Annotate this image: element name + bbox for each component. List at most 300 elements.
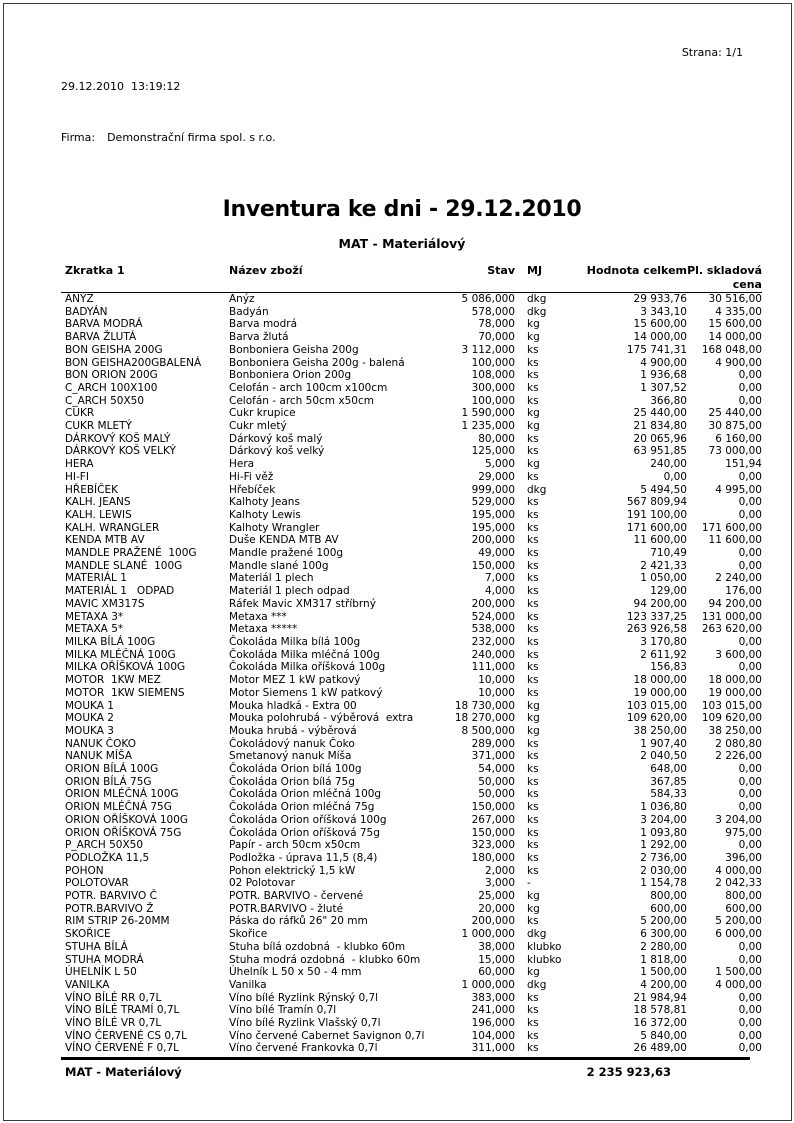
item-unit: ks [527, 826, 539, 839]
item-code: POLOTOVAR [65, 877, 129, 890]
item-price: 0,00 [738, 661, 762, 674]
item-name: Ráfek Mavic XM317 stříbrný [229, 597, 376, 610]
item-total: 366,80 [650, 394, 687, 407]
report-title: Inventura ke dni - 29.12.2010 [222, 197, 582, 222]
item-name: Bonboniera Geisha 200g [229, 343, 359, 356]
item-qty: 200,000 [471, 534, 515, 547]
item-price: 2 226,00 [715, 750, 762, 763]
item-unit: ks [527, 788, 539, 801]
item-qty: 18 730,000 [454, 699, 515, 712]
item-name: Skořice [229, 928, 268, 941]
item-code: DÁRKOVÝ KOŠ VELKÝ [65, 445, 176, 458]
item-qty: 371,000 [471, 750, 515, 763]
item-total: 584,33 [650, 788, 687, 801]
item-name: Papír - arch 50cm x50cm [229, 839, 361, 852]
item-unit: ks [527, 686, 539, 699]
item-name: POTR.BARVIVO - žluté [229, 902, 344, 915]
header-code: Zkratka 1 [65, 264, 125, 277]
table-row [61, 445, 762, 458]
item-price: 168 048,00 [701, 343, 762, 356]
item-unit: ks [527, 445, 539, 458]
table-row [61, 382, 762, 395]
item-qty: 49,000 [478, 547, 515, 560]
item-unit: ks [527, 648, 539, 661]
item-price: 2 240,00 [715, 572, 762, 585]
item-price: 0,00 [738, 381, 762, 394]
item-name: Mouka polohrubá - výběrová extra [229, 712, 414, 725]
item-qty: 196,000 [471, 1017, 515, 1030]
item-code: POTR. BARVIVO Č [65, 890, 157, 903]
item-price: 4 000,00 [715, 978, 762, 991]
item-unit: ks [527, 674, 539, 687]
item-total: 26 489,00 [633, 1042, 687, 1055]
item-qty: 104,000 [471, 1029, 515, 1042]
item-qty: 200,000 [471, 597, 515, 610]
item-qty: 195,000 [471, 508, 515, 521]
item-qty: 125,000 [471, 445, 515, 458]
table-header [61, 264, 762, 293]
item-price: 0,00 [738, 1004, 762, 1017]
item-price: 0,00 [738, 788, 762, 801]
item-name: Anýz [229, 293, 255, 305]
table-row [61, 890, 762, 903]
item-total: 4 200,00 [640, 978, 687, 991]
group-total-row [61, 1057, 750, 1079]
item-name: Čokoláda Orion bílá 75g [229, 775, 355, 788]
item-price: 0,00 [738, 394, 762, 407]
item-name: Celofán - arch 50cm x50cm [229, 394, 374, 407]
item-code: HI-FI [65, 470, 89, 483]
item-qty: 20,000 [478, 902, 515, 915]
item-total: 109 620,00 [626, 712, 687, 725]
table-row [61, 369, 762, 382]
item-total: 5 840,00 [640, 1029, 687, 1042]
item-qty: 323,000 [471, 839, 515, 852]
item-name: Hřebíček [229, 483, 276, 496]
item-name: Páska do ráfků 26" 20 mm [229, 915, 368, 928]
item-qty: 5 086,000 [461, 293, 515, 305]
table-row [61, 966, 762, 979]
item-code: MAVIC XM317S [65, 597, 145, 610]
item-price: 2 042,33 [715, 877, 762, 890]
item-total: 14 000,00 [633, 331, 687, 344]
item-unit: kg [527, 966, 540, 979]
item-code: NANUK MÍŠA [65, 750, 132, 763]
item-unit: ks [527, 1029, 539, 1042]
item-unit: ks [527, 763, 539, 776]
item-name: Čokoláda Orion bílá 100g [229, 763, 362, 776]
table-row [61, 839, 762, 852]
item-code: POHON [65, 864, 104, 877]
table-row [61, 357, 762, 370]
item-qty: 311,000 [471, 1042, 515, 1055]
item-price: 4 900,00 [715, 356, 762, 369]
item-qty: 25,000 [478, 890, 515, 903]
item-qty: 80,000 [478, 432, 515, 445]
item-unit: ks [527, 661, 539, 674]
item-code: ORION BÍLÁ 75G [65, 775, 152, 788]
table-row [61, 598, 762, 611]
table-row [61, 954, 762, 967]
item-code: POTR.BARVIVO Ž [65, 902, 154, 915]
item-total: 1 907,40 [640, 737, 687, 750]
table-row [61, 306, 762, 319]
item-price: 15 600,00 [708, 318, 762, 331]
item-name: Kalhoty Wrangler [229, 521, 320, 534]
item-code: RIM STRIP 26-20MM [65, 915, 170, 928]
header-name: Název zboží [229, 264, 303, 277]
item-code: BON GEISHA 200G [65, 343, 163, 356]
item-name: Víno bílé Tramín 0,7l [229, 1004, 337, 1017]
table-row [61, 750, 762, 763]
report-page [3, 3, 792, 1121]
item-code: CUKR MLETÝ [65, 420, 132, 433]
item-code: ORION MLÉČNÁ 100G [65, 788, 179, 801]
item-code: VÍNO ČERVENÉ F 0,7L [65, 1042, 179, 1055]
item-unit: dkg [527, 293, 547, 305]
item-code: KALH. JEANS [65, 496, 131, 509]
item-name: Dárkový koš malý [229, 432, 323, 445]
item-price: 4 335,00 [715, 305, 762, 318]
item-price: 5 200,00 [715, 915, 762, 928]
header-spacer [61, 278, 687, 293]
item-name: Čokoláda Orion mléčná 75g [229, 801, 375, 814]
item-qty: 18 270,000 [454, 712, 515, 725]
item-unit: ks [527, 356, 539, 369]
item-total: 103 015,00 [626, 699, 687, 712]
item-price: 0,00 [738, 775, 762, 788]
item-unit: ks [527, 369, 539, 382]
firm-label: Firma: [61, 131, 96, 144]
item-price: 0,00 [738, 470, 762, 483]
item-qty: 150,000 [471, 826, 515, 839]
table-row [61, 687, 762, 700]
item-total: 567 809,94 [626, 496, 687, 509]
item-name: Kalhoty Lewis [229, 508, 301, 521]
item-unit: kg [527, 712, 540, 725]
item-total: 171 600,00 [626, 521, 687, 534]
report-topbar [61, 44, 743, 180]
item-unit: ks [527, 597, 539, 610]
group-total-label: MAT - Materiálový [65, 1065, 182, 1080]
item-code: C_ARCH 100X100 [65, 381, 158, 394]
item-unit: ks [527, 864, 539, 877]
item-unit: kg [527, 458, 540, 471]
item-price: 38 250,00 [708, 724, 762, 737]
item-price: 0,00 [738, 508, 762, 521]
item-name: Smetanový nanuk Míša [229, 750, 352, 763]
item-unit: ks [527, 851, 539, 864]
item-total: 5 200,00 [640, 915, 687, 928]
item-name: Materiál 1 plech [229, 572, 314, 585]
item-qty: 1 000,000 [461, 928, 515, 941]
table-row [61, 865, 762, 878]
item-price: 396,00 [725, 851, 762, 864]
item-qty: 150,000 [471, 559, 515, 572]
item-qty: 150,000 [471, 801, 515, 814]
item-total: 2 030,00 [640, 864, 687, 877]
item-qty: 54,000 [478, 763, 515, 776]
item-unit: dkg [527, 305, 547, 318]
table-row [61, 1030, 762, 1043]
item-total: 4 900,00 [640, 356, 687, 369]
item-total: 2 040,50 [640, 750, 687, 763]
table-row [61, 903, 762, 916]
item-name: Stuha modrá ozdobná - klubko 60m [229, 953, 421, 966]
item-total: 25 440,00 [633, 407, 687, 420]
item-qty: 300,000 [471, 381, 515, 394]
item-unit: kg [527, 318, 540, 331]
group-total-value: 2 235 923,63 [586, 1065, 671, 1080]
item-name: Bonboniera Orion 200g [229, 369, 352, 382]
table-row [61, 738, 762, 751]
item-unit: ks [527, 394, 539, 407]
report-subtitle: MAT - Materiálový [338, 236, 466, 251]
item-price: 1 500,00 [715, 966, 762, 979]
item-name: Mouka hladká - Extra 00 [229, 699, 357, 712]
item-total: 19 000,00 [633, 686, 687, 699]
item-unit: ks [527, 813, 539, 826]
item-code: VÍNO ČERVENÉ CS 0,7L [65, 1029, 187, 1042]
item-name: Motor Siemens 1 kW patkový [229, 686, 383, 699]
item-total: 710,49 [650, 547, 687, 560]
item-price: 0,00 [738, 547, 762, 560]
item-code: BARVA ŽLUTÁ [65, 331, 137, 344]
table-row [61, 915, 762, 928]
item-price: 0,00 [738, 953, 762, 966]
item-code: METAXA 3* [65, 610, 124, 623]
item-qty: 10,000 [478, 686, 515, 699]
item-name: Motor MEZ 1 kW patkový [229, 674, 361, 687]
table-row [61, 420, 762, 433]
item-code: HERA [65, 458, 94, 471]
item-total: 175 741,31 [626, 343, 687, 356]
item-code: KALH. WRANGLER [65, 521, 160, 534]
header-price-line1: Pl. skladová [687, 264, 762, 277]
item-unit: kg [527, 902, 540, 915]
item-price: 109 620,00 [701, 712, 762, 725]
item-total: 18 578,81 [633, 1004, 687, 1017]
item-total: 2 736,00 [640, 851, 687, 864]
item-unit: ks [527, 915, 539, 928]
item-total: 1 818,00 [640, 953, 687, 966]
item-name: Barva modrá [229, 318, 298, 331]
item-total: 94 200,00 [633, 597, 687, 610]
item-name: Pohon elektrický 1,5 kW [229, 864, 356, 877]
item-name: Mandle slané 100g [229, 559, 329, 572]
item-unit: ks [527, 343, 539, 356]
item-unit: ks [527, 381, 539, 394]
item-price: 11 600,00 [708, 534, 762, 547]
table-row [61, 560, 762, 573]
table-row [61, 623, 762, 636]
report-datetime: 29.12.2010 13:19:12 [61, 80, 181, 93]
item-code: STUHA BÍLÁ [65, 940, 128, 953]
item-price: 19 000,00 [708, 686, 762, 699]
item-price: 975,00 [725, 826, 762, 839]
table-row [61, 433, 762, 446]
item-code: KALH. LEWIS [65, 508, 132, 521]
item-name: Stuha bílá ozdobná - klubko 60m [229, 940, 406, 953]
item-unit: ks [527, 775, 539, 788]
item-total: 1 292,00 [640, 839, 687, 852]
item-code: ORION BÍLÁ 100G [65, 763, 159, 776]
item-code: ORION OŘÍŠKOVÁ 100G [65, 813, 189, 826]
item-price: 0,00 [738, 369, 762, 382]
item-name: Čokoláda Milka oříšková 100g [229, 661, 386, 674]
item-total: 15 600,00 [633, 318, 687, 331]
item-name: Materiál 1 plech odpad [229, 585, 350, 598]
item-total: 800,00 [650, 890, 687, 903]
item-name: Metaxa *** [229, 610, 287, 623]
item-name: Úhelník L 50 x 50 - 4 mm [229, 966, 362, 979]
table-row [61, 293, 762, 306]
item-unit: dkg [527, 928, 547, 941]
item-unit: klubko [527, 953, 562, 966]
item-code: MATERIÁL 1 ODPAD [65, 585, 175, 598]
item-name: Badyán [229, 305, 269, 318]
item-price: 6 160,00 [715, 432, 762, 445]
item-price: 176,00 [725, 585, 762, 598]
item-name: Čokoláda Milka bílá 100g [229, 635, 361, 648]
item-unit: ks [527, 991, 539, 1004]
item-qty: 5,000 [484, 458, 515, 471]
item-unit: kg [527, 724, 540, 737]
item-qty: 111,000 [471, 661, 515, 674]
header-total: Hodnota celkem [586, 264, 687, 277]
item-code: MANDLE SLANÉ 100G [65, 559, 183, 572]
item-unit: ks [527, 623, 539, 636]
item-total: 1 154,78 [640, 877, 687, 890]
table-row [61, 979, 762, 992]
item-total: 5 494,50 [640, 483, 687, 496]
item-qty: 8 500,000 [461, 724, 515, 737]
item-name: Dárkový koš velký [229, 445, 325, 458]
item-name: POTR. BARVIVO - červené [229, 890, 364, 903]
item-price: 3 600,00 [715, 648, 762, 661]
item-qty: 29,000 [478, 470, 515, 483]
item-qty: 4,000 [484, 585, 515, 598]
table-row [61, 318, 762, 331]
item-name: Kalhoty Jeans [229, 496, 300, 509]
item-unit: ks [527, 737, 539, 750]
table-body [61, 293, 762, 1056]
item-qty: 200,000 [471, 915, 515, 928]
header-qty: Stav [487, 264, 515, 277]
table-row [61, 649, 762, 662]
item-unit: ks [527, 534, 539, 547]
item-code: NANUK ČOKO [65, 737, 136, 750]
item-name: Mouka hrubá - výběrová [229, 724, 357, 737]
item-unit: ks [527, 635, 539, 648]
item-qty: 529,000 [471, 496, 515, 509]
item-code: MILKA BÍLÁ 100G [65, 635, 156, 648]
item-unit: ks [527, 521, 539, 534]
inventory-table [61, 264, 762, 1055]
item-qty: 60,000 [478, 966, 515, 979]
table-row [61, 471, 762, 484]
item-total: 20 065,96 [633, 432, 687, 445]
item-total: 600,00 [650, 902, 687, 915]
item-qty: 100,000 [471, 356, 515, 369]
item-price: 4 995,00 [715, 483, 762, 496]
item-code: P_ARCH 50X50 [65, 839, 144, 852]
item-total: 367,85 [650, 775, 687, 788]
item-total: 63 951,85 [633, 445, 687, 458]
item-qty: 38,000 [478, 940, 515, 953]
item-code: ANÝZ [65, 293, 94, 305]
item-unit: ks [527, 1042, 539, 1055]
item-code: DÁRKOVÝ KOŠ MALÝ [65, 432, 171, 445]
item-name: Duše KENDA MTB AV [229, 534, 339, 547]
item-price: 4 000,00 [715, 864, 762, 877]
item-unit: ks [527, 547, 539, 560]
item-code: METAXA 5* [65, 623, 124, 636]
table-row [61, 344, 762, 357]
item-code: MILKA OŘÍŠKOVÁ 100G [65, 661, 186, 674]
item-qty: 7,000 [484, 572, 515, 585]
item-unit: klubko [527, 940, 562, 953]
item-total: 1 500,00 [640, 966, 687, 979]
item-qty: 50,000 [478, 775, 515, 788]
item-code: BON ORION 200G [65, 369, 158, 382]
item-price: 131 000,00 [701, 610, 762, 623]
item-price: 6 000,00 [715, 928, 762, 941]
item-price: 0,00 [738, 559, 762, 572]
item-name: Hera [229, 458, 255, 471]
item-price: 0,00 [738, 839, 762, 852]
item-unit: ks [527, 496, 539, 509]
item-name: Celofán - arch 100cm x100cm [229, 381, 388, 394]
table-row [61, 496, 762, 509]
item-total: 1 936,68 [640, 369, 687, 382]
header-price-line2: cena [687, 278, 762, 293]
item-price: 171 600,00 [701, 521, 762, 534]
item-code: MILKA MLÉČNÁ 100G [65, 648, 176, 661]
item-code: MOUKA 3 [65, 724, 114, 737]
item-code: MANDLE PRAŽENÉ 100G [65, 547, 197, 560]
firm-line [61, 129, 276, 146]
item-unit: - [527, 877, 531, 890]
item-qty: 10,000 [478, 674, 515, 687]
item-total: 263 926,58 [626, 623, 687, 636]
item-code: MOUKA 1 [65, 699, 114, 712]
table-row [61, 814, 762, 827]
item-name: Vanilka [229, 978, 267, 991]
item-total: 21 984,94 [633, 991, 687, 1004]
item-total: 3 204,00 [640, 813, 687, 826]
item-total: 1 093,80 [640, 826, 687, 839]
item-code: MOTOR 1KW MEZ [65, 674, 161, 687]
item-total: 156,83 [650, 661, 687, 674]
item-total: 0,00 [663, 470, 687, 483]
item-unit: dkg [527, 483, 547, 496]
item-qty: 195,000 [471, 521, 515, 534]
item-total: 191 100,00 [626, 508, 687, 521]
item-total: 129,00 [650, 585, 687, 598]
item-qty: 578,000 [471, 305, 515, 318]
item-price: 151,94 [725, 458, 762, 471]
item-unit: ks [527, 839, 539, 852]
item-unit: ks [527, 432, 539, 445]
item-unit: ks [527, 610, 539, 623]
item-unit: ks [527, 572, 539, 585]
table-row [61, 395, 762, 408]
table-row [61, 534, 762, 547]
item-price: 73 000,00 [708, 445, 762, 458]
item-total: 2 611,92 [640, 648, 687, 661]
item-qty: 50,000 [478, 788, 515, 801]
